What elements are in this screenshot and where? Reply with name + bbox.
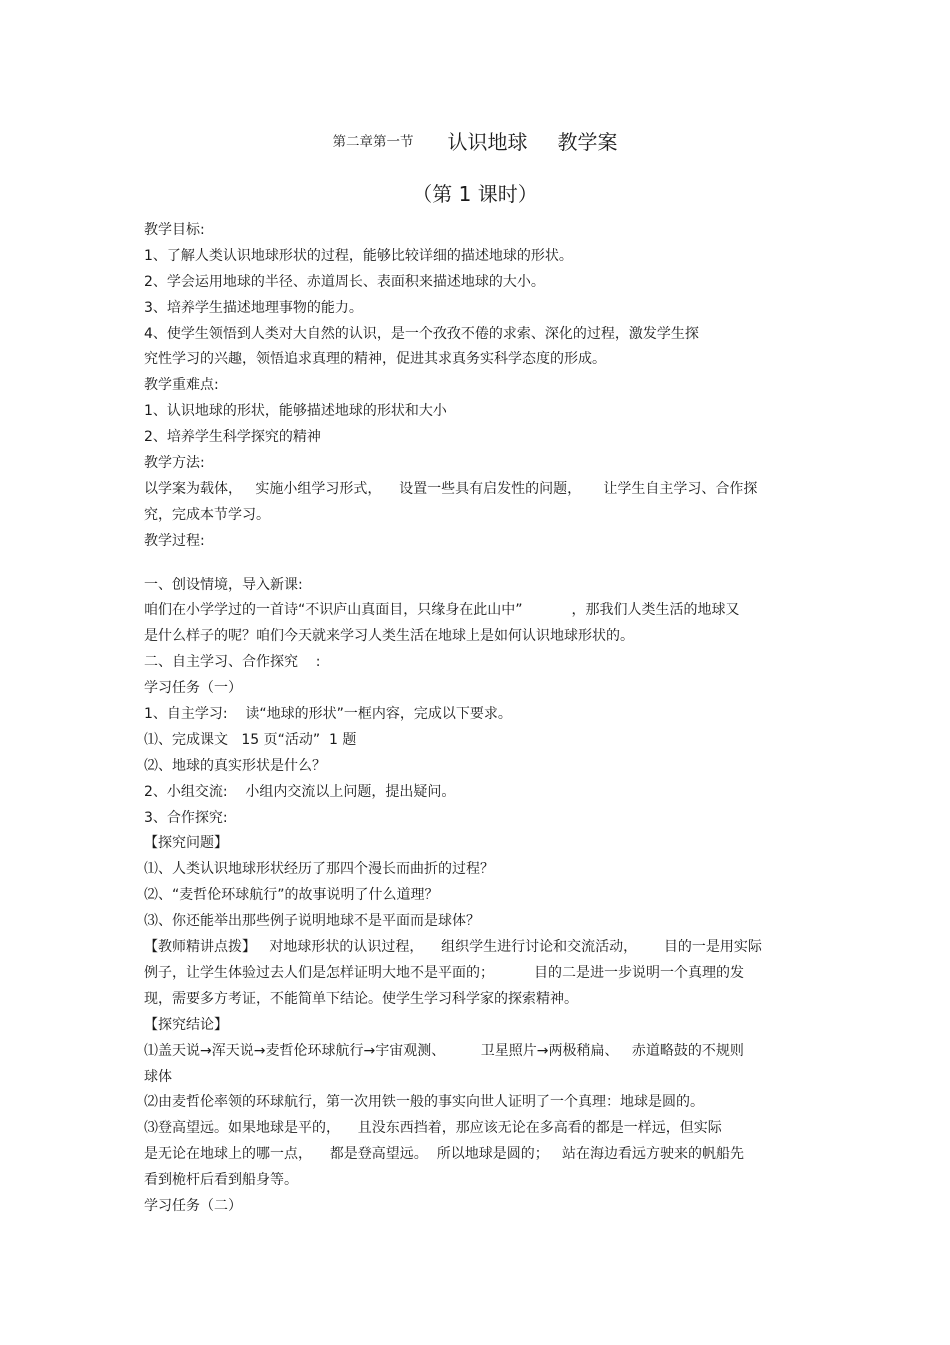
text-line: ⑴盖天说→浑天说→麦哲伦环球航行→宇宙观测、 卫星照片→两极稍扁、 赤道略鼓的不规则 — [144, 1042, 744, 1059]
text-line — [144, 555, 824, 573]
text-line: 2、学会运用地球的半径、赤道周长、表面积来描述地球的大小。 — [144, 273, 545, 290]
title-row — [0, 126, 950, 155]
text-line: 教学过程: — [144, 532, 205, 549]
title-suffix: 教学案 — [557, 130, 618, 154]
text-line: 教学方法: — [144, 455, 205, 472]
text-line: 究性学习的兴趣，领悟追求真理的精神，促进其求真务实科学态度的形成。 — [144, 351, 606, 368]
text-line: 3、合作探究: — [144, 809, 228, 826]
text-line: ⑴、人类认识地球形状经历了那四个漫长而曲折的过程？ — [144, 861, 494, 878]
text-line: 一、创设情境，导入新课: — [144, 576, 303, 593]
text-line: 教学目标: — [144, 222, 205, 238]
page-title: 认识地球 — [447, 130, 528, 154]
text-line: 看到桅杆后看到船身等。 — [144, 1172, 298, 1189]
text-line: ⑶、你还能举出那些例子说明地球不是平面而是球体？ — [144, 913, 480, 930]
text-line: 3、培养学生描述地理事物的能力。 — [144, 299, 363, 316]
text-line: 是什么样子的呢？咱们今天就来学习人类生活在地球上是如何认识地球形状的。 — [144, 628, 634, 645]
text-line: 【探究问题】 — [144, 835, 228, 852]
text-line: 1、自主学习: 读“地球的形状”一框内容，完成以下要求。 — [144, 706, 512, 723]
text-line: 咱们在小学学过的一首诗“不识庐山真面目，只缘身在此山中” ，那我们人类生活的地球又 — [144, 602, 740, 619]
text-line: ⑵、“麦哲伦环球航行”的故事说明了什么道理？ — [144, 887, 439, 904]
text-line: 4、使学生领悟到人类对大自然的认识，是一个孜孜不倦的求索、深化的过程，激发学生探 — [144, 325, 699, 342]
text-line: 1、认识地球的形状，能够描述地球的形状和大小 — [144, 403, 447, 420]
text-line: 例子，让学生体验过去人们是怎样证明大地不是平面的； 目的二是进一步说明一个真理的发 — [144, 964, 745, 981]
text-line: 球体 — [144, 1068, 172, 1085]
document-body — [144, 218, 824, 1220]
text-line: 2、培养学生科学探究的精神 — [144, 429, 321, 446]
text-line: 学习任务（二） — [144, 1197, 242, 1214]
text-line: 教学重难点: — [144, 377, 219, 394]
text-line: ⑴、完成课文 15 页“活动” 1 题 — [144, 731, 357, 748]
text-line: 【探究结论】 — [144, 1016, 228, 1033]
text-line: 2、小组交流: 小组内交流以上问题，提出疑问。 — [144, 783, 456, 800]
text-line: 是无论在地球上的哪一点， 都是登高望远。 所以地球是圆的； 站在海边看远方驶来的帆船先 — [144, 1146, 745, 1163]
text-line: 究，完成本节学习。 — [144, 506, 270, 523]
text-line: 学习任务（一） — [144, 680, 242, 697]
chapter-label: 第二章第一节 — [332, 134, 414, 150]
text-line: ⑶登高望远。如果地球是平的， 且没东西挡着，那应该无论在多高看的都是一样远，但实际 — [144, 1120, 722, 1137]
lesson-subtitle: （第 1 课时） — [412, 182, 538, 206]
text-line: 现，需要多方考证，不能简单下结论。使学生学习科学家的探索精神。 — [144, 990, 578, 1007]
text-line: 1、了解人类认识地球形状的过程，能够比较详细的描述地球的形状。 — [144, 247, 573, 264]
text-line: ⑵、地球的真实形状是什么？ — [144, 757, 326, 774]
text-line: 【教师精讲点拨】 对地球形状的认识过程， 组织学生进行讨论和交流活动， 目的一是用实际 — [144, 939, 762, 956]
text-line: 以学案为载体， 实施小组学习形式， 设置一些具有启发性的问题， 让学生自主学习、合作探 — [144, 480, 758, 497]
text-line: 二、自主学习、合作探究 : — [144, 654, 321, 671]
text-line: ⑵由麦哲伦率领的环球航行，第一次用铁一般的事实向世人证明了一个真理：地球是圆的。 — [144, 1094, 704, 1111]
